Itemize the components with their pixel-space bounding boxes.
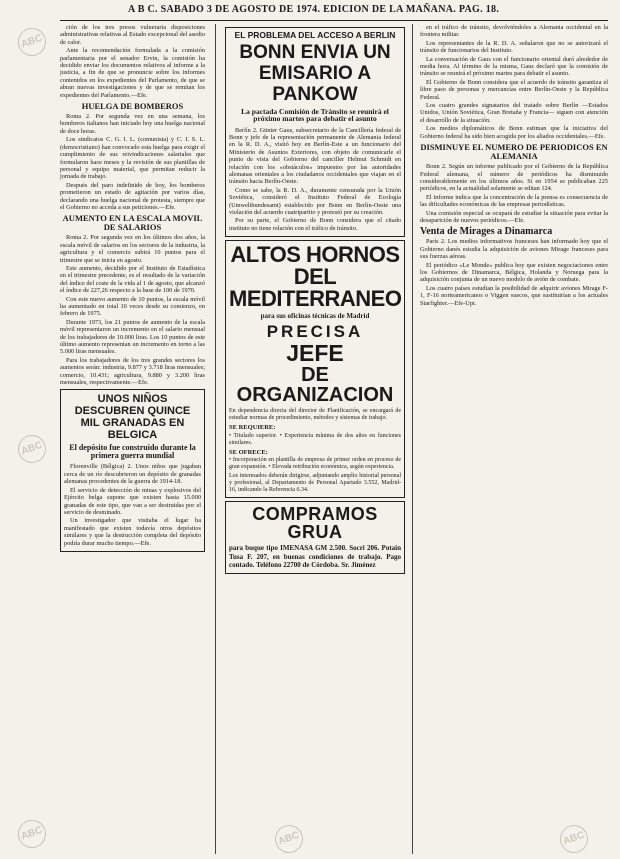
paragraph: ción de los tres presos vulneraria disposiciones administrativas relativas al Estado excepcional del asedio de calor. xyxy=(60,24,205,46)
paragraph: Este aumento, decidido por el Instituto de Estadística en el trimestre precedente, es el resultado de la variación del índice del coste de la vida al 1 de agosto, que alcanzó el índice de 227,26 respecto a la base de 100 de 1970. xyxy=(60,264,205,295)
paragraph: Roma 2. Por segunda vez en una semana, los bomberos italianos han iniciado hoy una huelga nacional de doce horas. xyxy=(60,113,205,135)
paragraph: El servicio de detección de minas y explosivos del Ejército belga supone que existen hasta 15.000 granadas de este tipo, que van a ser destruidas por el servicio de desminado. xyxy=(64,486,201,516)
mirages-title: Venta de Mirages a Dinamarca xyxy=(420,226,553,238)
paragraph: Ante la recomendación formulada a la comisión parlamentaria por el senador Ervin, la comisión ha decidido enviar los documentos relativos al informe a la justicia, a fin de que se pronuncie sobre los informes contenidos en los expedientes del Parlamento, de que se abran nuevas investigaciones y de que se remitan los expedientes del Parlamento.—Efe. xyxy=(60,47,205,99)
header-rule xyxy=(60,20,608,21)
paragraph: Un investigador que visitaba el lugar ha manifestado que existen todavía otros depósitos similares y que la destrucción completa del depósito podría durar mucho tiempo.—Efe. xyxy=(64,517,201,547)
paragraph: Después del paro indefinido de hoy, los bomberos prometieron un estado de agitación por varios días, declarando una huelga nacional de protesta, siempre que el Gobierno no acceda a sus peticiones.—Efe. xyxy=(60,181,205,211)
grenades-subtitle: El depósito fue construido durante la primera guerra mundial xyxy=(69,443,196,461)
ad-precisa: PRECISA xyxy=(266,322,364,342)
strike-title: HUELGA DE BOMBEROS xyxy=(81,101,184,112)
paragraph: Los medios diplomáticos de Bonn estiman que la iniciativa del Gobierno federal ha sido bien acogida por los aliados occidentales.—Efe. xyxy=(420,125,608,140)
column-2 xyxy=(225,24,405,856)
ad-organizacion: DE ORGANIZACION xyxy=(236,364,394,407)
page-header: A B C. SABADO 3 DE AGOSTO DE 1974. EDICION DE LA MAÑANA. PAG. 18. xyxy=(128,4,500,15)
paragraph: Para los trabajadores de los tres grandes sectores los aumentos serán: industria, 9.877 y 3.718 liras mensuales; comercio, 10.431; agricultura, 9.880 y 3.200 liras mensuales, respectivamente.—Efe. xyxy=(60,356,205,387)
ad-body: En dependencia directa del director de Planificación, se encargará de estudiar normas de procedimiento, métodos y sistemas de trabajo. xyxy=(229,408,401,422)
watermark-stamp: ABC xyxy=(14,431,50,467)
watermark-stamp: ABC xyxy=(556,821,592,857)
watermark-stamp: ABC xyxy=(271,821,307,857)
paragraph: Roma 2. Por segunda vez en los últimos dos años, la escala móvil de salarios en los sectores de la industria, la agricultura y el comercio subirá 10 puntos para el trimestre que se inicia en agosto. xyxy=(60,234,205,264)
paragraph: Como se sabe, la R. D. A., duramente censurada por la Unión Soviética, consideró el Instituto Federal de Ecología (Umweltbundesamt) establecido por Bonn en Berlín-Oeste una violación del acuerdo cuatripartito y protestó por su creación. xyxy=(229,186,401,216)
grenades-article xyxy=(60,389,205,551)
column-1 xyxy=(60,24,205,856)
paragraph: Florenville (Bélgica) 2. Unos niños que jugaban cerca de un río descubrieron un depósito de granadas alemanas procedentes de la guerra de 1914-18. xyxy=(64,463,201,486)
ad-offer-label: SE OFRECE: xyxy=(229,448,268,456)
paragraph: Por su parte, el Gobierno de Bonn considera que el citado instituto no tiene relación con el tráfico de tránsito. xyxy=(229,217,401,232)
paragraph: Los sindicatos C. G. I. L. (comunista) y C. I. S. L. (democristiano) han convocado esta huelga para exigir el cumplimiento de sus reivindicaciones salariales que formularon hace meses y la revisión de sus plantillas de personal y equipo material, que permitan reducir la jornada de trabajo. xyxy=(60,136,205,181)
paragraph: en el tráfico de tránsito, devolviéndoles a Alemania occidental en la frontera militar. xyxy=(420,24,608,39)
ad-requirements-label: SE REQUIERE: xyxy=(229,424,276,432)
column-divider xyxy=(412,24,413,854)
altos-hornos-ad xyxy=(225,240,405,498)
ad-contact: Los interesados deberán dirigirse, adjuntando amplio historial personal y profesional, al Departamento de Personal Apartado 3.552, Madrid-16, indicando la Referencia 6.34. xyxy=(229,473,401,493)
column-divider xyxy=(215,24,216,854)
grua-ad xyxy=(225,501,405,574)
grenades-title: UNOS NIÑOS DESCUBREN QUINCE MIL GRANADAS EN BELGICA xyxy=(74,393,191,442)
grua-body: para buque tipo IMENASA GM 2.500. Socri 206. Potain Tusa F. 207, en buenas condiciones de trabajo. Pago contado. Teléfono 22700 de Córdoba. Sr. Jiménez xyxy=(229,544,401,569)
paragraph: Los cuatro grandes signatarios del tratado sobre Berlín —Estados Unidos, Unión Soviética, Gran Bretaña y Francia— siguen con atención el desarrollo de la situación. xyxy=(420,102,608,124)
ad-jefe: JEFE xyxy=(286,340,344,367)
watermark-stamp: ABC xyxy=(14,24,50,60)
paragraph: Durante 1973, los 21 puntos de aumento de la escala móvil representaron un incremento en el salario mensual de los trabajadores de 10.000 liras. Los 10 puntos de este último aumento representan un incremento en torno a las 5.000 liras mensuales. xyxy=(60,318,205,356)
berlin-subtitle: La pactada Comisión de Tránsito se reunirá el próximo martes para debatir el asunto xyxy=(241,106,389,123)
paragraph: El periódico «Le Monde» publica hoy que existen negociaciones entre los Gobiernos de Dinamarca, Bélgica, Holanda y Noruega para la adquisición conjunta de un nuevo modelo de avión de combate. xyxy=(420,261,608,284)
berlin-kicker: EL PROBLEMA DEL ACCESO A BERLIN xyxy=(234,30,396,40)
paragraph: Con este nuevo aumento de 10 puntos, la escala móvil ha aumentado en total 10 veces desde su comienzo, en febrero de 1975. xyxy=(60,295,205,318)
paragraph: El informe indica que la concentración de la prensa es consecuencia de las dificultades económicas de las empresas periodísticas. xyxy=(420,193,608,209)
berlin-article xyxy=(225,27,405,237)
paragraph: Bonn 2. Según un informe publicado por el Gobierno de la República Federal alemana, el número de periódicos ha disminuido considerablemente en los últimos años. Si en 1954 se publicaban 225 periódicos, en la actualidad solamente se editan 124. xyxy=(420,163,608,193)
paragraph: El Gobierno de Bonn considera que el acuerdo de tránsito garantiza el libre paso de personas y mercancías entre Berlín-Oeste y la República Federal. xyxy=(420,78,608,101)
column-3 xyxy=(420,24,608,856)
ad-offer: • Incorporación en plantilla de empresa de primer orden en proceso de gran expansión. • Elevada retribución económica, según experiencia. xyxy=(229,457,401,470)
ad-company-name: ALTOS HORNOS DEL MEDITERRANEO xyxy=(229,242,402,312)
watermark-stamp: ABC xyxy=(14,816,50,852)
paragraph: París 2. Los medios informativos franceses han informado hoy que el Gobierno danés estudia la adquisición de aviones Mirage franceses para sus fuerzas aéreas. xyxy=(420,238,608,261)
ad-requirements: • Titulado superior. • Experiencia mínima de dos años en funciones similares. xyxy=(229,432,401,446)
berlin-title: BONN ENVIA UN EMISARIO A PANKOW xyxy=(239,41,391,105)
wages-title: AUMENTO EN LA ESCALA MOVIL DE SALARIOS xyxy=(62,213,203,233)
paragraph: Los representantes de la R. D. A. señalaron que no se autorizará el tránsito de funcionarios del Instituto. xyxy=(420,39,608,55)
paragraph: Los cuatro países estudian la posibilidad de adquirir aviones Mirage F-1, F-16 norteamericanos o Viggen suecos, que sustituirían a los actuales Starfighter.—Efe-Upi. xyxy=(420,284,608,307)
newspapers-title: DISMINUYE EL NUMERO DE PERIODICOS EN ALEMANIA xyxy=(420,142,608,162)
paragraph: Una comisión especial se ocupará de estudiar la situación para evitar la desaparición de nuevos periódicos.—Efe. xyxy=(420,209,608,224)
grua-title: COMPRAMOS GRUA xyxy=(252,504,378,542)
paragraph: La conversación de Gaus con el funcionario oriental duró alrededor de media hora. Al término de la misma, Gaus declaró que la comisión de tránsito se reunirá el próximo martes para debatir el asunto. xyxy=(420,55,608,78)
paragraph: Berlín 2. Günter Gaus, subsecretario de la Cancillería federal de Bonn y jefe de la representación permanente de Alemania federal en la R. D. A., visitó hoy en Berlín-Este a un funcionario del Ministerio de Asuntos Exteriores, con objeto de comunicarle el punto de vista del Gobierno del canciller Helmut Schmidt en relación con los «obstáculos» impuestos por las autoridades alemanas orientales a los ciudadanos occidentales que viajan en el tránsito hacia Berlín-Oeste. xyxy=(229,126,401,186)
ad-line: para sus oficinas técnicas de Madrid xyxy=(260,312,370,321)
